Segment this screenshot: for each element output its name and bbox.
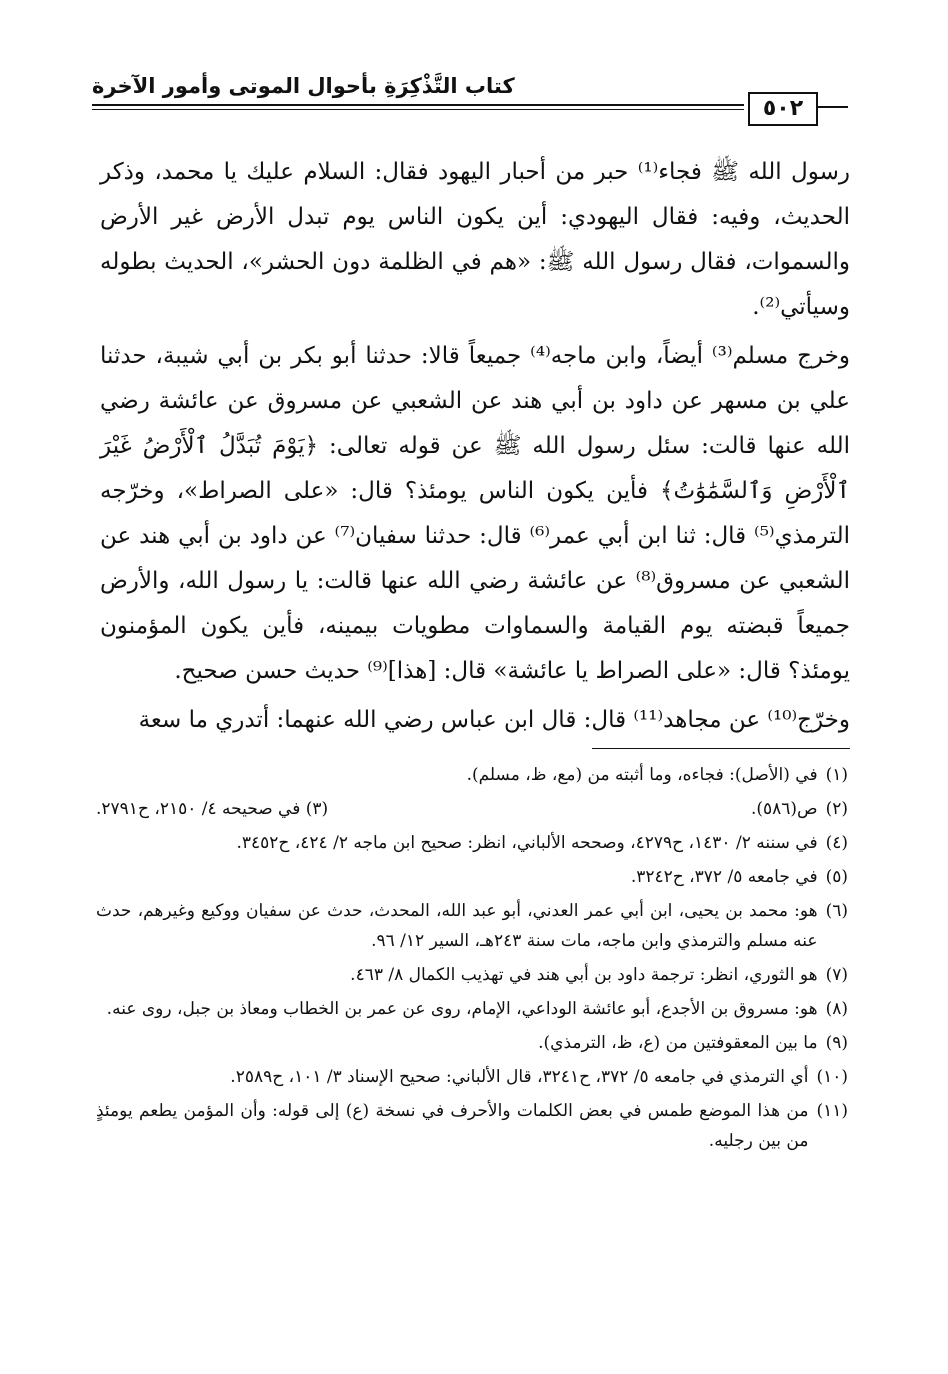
paragraph: وخرج مسلم⁽³⁾ أيضاً، وابن ماجه⁽⁴⁾ جميعاً قالا: حدثنا أبو بكر بن أبي شيبة، حدثنا علي بن مسهر عن داود بن أبي هند عن الشعبي عن مسروق عن عائشة رضي الله عنها قالت: سئل رسول الله ﷺ عن قوله تعالى: ﴿يَوْمَ تُبَدَّلُ ٱلْأَرْضُ غَيْرَ ٱلْأَرْضِ وَٱلسَّمَٰوَٰتُ﴾ فأين يكون الناس يومئذ؟ قال: «على الصراط»، وخرّجه الترمذي⁽⁵⁾ قال: ثنا ابن أبي عمر⁽⁶⁾ قال: حدثنا سفيان⁽⁷⁾ عن داود بن أبي هند عن الشعبي عن مسروق⁽⁸⁾ عن عائشة رضي الله عنها قالت: يا رسول الله، والأرض جميعاً قبضته يوم القيامة والسماوات مطويات بيمينه، فأين يكون المؤمنون يومئذ؟ قال: «على الصراط يا عائشة» قال: [هذا]⁽⁹⁾ حديث حسن صحيح.	[100, 343, 850, 684]
main-text	[100, 150, 850, 743]
running-title: كتاب التَّذْكِرَةِ بأحوال الموتى وأمور الآخرة	[92, 74, 515, 98]
footnote-text: هو: محمد بن يحيى، ابن أبي عمر العدني، أبو عبد الله، المحدث، حدث عن سفيان ووكيع وغيرهم، حدث عنه مسلم والترمذي وابن ماجه، مات سنة ٢٤٣هـ، السير ١٢/ ٩٦.	[96, 901, 818, 951]
footnote-text-pair	[96, 794, 818, 824]
footnote-text: من هذا الموضع طمس في بعض الكلمات والأحرف في نسخة (ع) إلى قوله: وأن المؤمن يطعم يومئذٍ من بين رجليه.	[96, 1101, 809, 1151]
footnote	[96, 1028, 848, 1058]
header-rule-thin	[92, 109, 744, 110]
footnote-text: ص(٥٨٦).	[750, 799, 818, 819]
footnote-separator	[592, 748, 850, 749]
page-header	[92, 72, 848, 134]
footnote-text: في جامعه ٥/ ٣٧٢، ح٣٢٤٢.	[630, 867, 818, 887]
footnote-text: هو الثوري، انظر: ترجمة داود بن أبي هند في تهذيب الكمال ٨/ ٤٦٣.	[350, 965, 818, 985]
footnote	[96, 862, 848, 892]
footnote-number: (٥)	[825, 867, 848, 887]
header-rule-right	[818, 106, 848, 108]
footnote	[96, 960, 848, 990]
footnote	[96, 1096, 848, 1156]
page-number: ٥٠٢	[748, 92, 818, 126]
footnote-text: ما بين المعقوفتين من (ع، ظ، الترمذي).	[538, 1033, 818, 1053]
paragraph: وخرّج⁽¹⁰⁾ عن مجاهد⁽¹¹⁾ قال: قال ابن عباس رضي الله عنهما: أتدري ما سعة	[138, 707, 850, 733]
footnote-number: (٩)	[825, 1033, 848, 1053]
paragraph: رسول الله ﷺ فجاء⁽¹⁾ حبر من أحبار اليهود فقال: السلام عليك يا محمد، وذكر الحديث، وفيه: فقال اليهودي: أين يكون الناس يوم تبدل الأرض غير الأرض والسموات، فقال رسول الله ﷺ: «هم في الظلمة دون الحشر»، الحديث بطوله وسيأتي⁽²⁾.	[100, 159, 850, 320]
footnote-number: (٣)	[305, 799, 329, 819]
footnote-number: (١١)	[816, 1101, 848, 1121]
footnote-inline	[96, 794, 328, 824]
footnote-number: (٦)	[825, 901, 848, 921]
footnote	[96, 896, 848, 956]
footnote-number: (١)	[825, 765, 848, 785]
footnote	[96, 994, 848, 1024]
footnote-text: في سننه ٢/ ١٤٣٠، ح٤٢٧٩، وصححه الألباني، انظر: صحيح ابن ماجه ٢/ ٤٢٤، ح٣٤٥٢.	[236, 833, 818, 853]
footnote-number: (٢)	[825, 799, 848, 819]
footnote-number: (٤)	[825, 833, 848, 853]
footnote-text: في (الأصل): فجاءه، وما أثبته من (مع، ظ، مسلم).	[466, 765, 818, 785]
footnote	[96, 760, 848, 790]
footnote-text: أي الترمذي في جامعه ٥/ ٣٧٢، ح٣٢٤١، قال الألباني: صحيح الإسناد ٣/ ١٠١، ح٢٥٨٩.	[230, 1067, 809, 1087]
footnote-text: في صحيحه ٤/ ٢١٥٠، ح٢٧٩١.	[96, 799, 301, 819]
footnote-number: (٨)	[825, 999, 848, 1019]
footnote-pair	[96, 794, 848, 824]
footnote-number: (٧)	[825, 965, 848, 985]
footnote-number: (١٠)	[816, 1067, 848, 1087]
header-rule	[92, 104, 744, 106]
footnote	[96, 1062, 848, 1092]
footnotes	[96, 760, 848, 1160]
footnote-text: هو: مسروق بن الأجدع، أبو عائشة الوداعي، الإمام، روى عن عمر بن الخطاب ومعاذ بن جبل، روى عنه.	[106, 999, 818, 1019]
footnote	[96, 828, 848, 858]
